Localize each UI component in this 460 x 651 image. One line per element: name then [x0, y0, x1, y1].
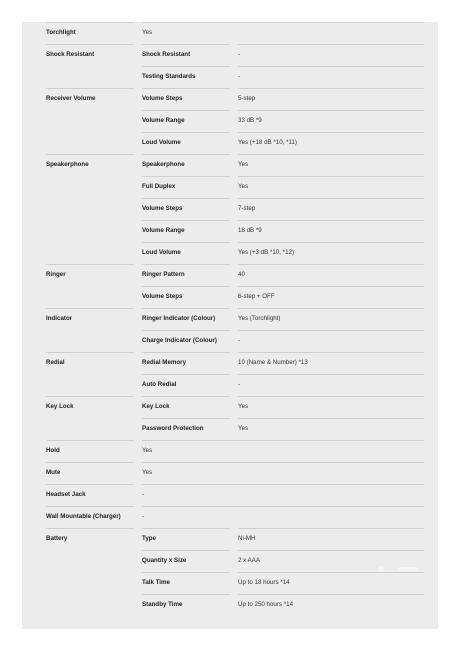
row-divider — [142, 22, 424, 23]
spec-value: 40 — [238, 271, 245, 278]
row-divider — [238, 154, 424, 155]
table-row — [0, 242, 460, 264]
table-row — [0, 154, 460, 176]
row-divider — [142, 440, 424, 441]
spec-attribute: Volume Steps — [142, 205, 183, 212]
spec-attribute: Talk Time — [142, 579, 170, 586]
spec-value: Yes — [142, 29, 153, 36]
spec-attribute: Type — [142, 535, 156, 542]
table-row — [0, 550, 460, 572]
table-row — [0, 198, 460, 220]
row-divider — [238, 550, 424, 551]
table-row — [0, 110, 460, 132]
spec-value: 5-step — [238, 95, 256, 102]
spec-category: Torchlight — [46, 29, 76, 36]
table-row — [0, 484, 460, 506]
spec-attribute: Key Lock — [142, 403, 170, 410]
spec-attribute: Volume Range — [142, 117, 185, 124]
table-row — [0, 572, 460, 594]
table-row — [0, 220, 460, 242]
spec-attribute: Standby Time — [142, 601, 183, 608]
spec-attribute: Volume Steps — [142, 293, 183, 300]
spec-value: - — [238, 381, 241, 388]
spec-attribute: Ringer Pattern — [142, 271, 185, 278]
spec-attribute: Loud Volume — [142, 249, 181, 256]
spec-value: - — [238, 337, 241, 344]
row-divider — [238, 110, 424, 111]
table-row — [0, 418, 460, 440]
row-divider — [142, 506, 424, 507]
spec-value: 2 x AAA — [238, 557, 261, 564]
row-divider — [142, 484, 424, 485]
spec-value: Yes (+3 dB *10, *12) — [238, 249, 295, 256]
spec-value: - — [238, 51, 241, 58]
spec-category: Indicator — [46, 315, 73, 322]
row-divider — [238, 88, 424, 89]
spec-category: Receiver Volume — [46, 95, 96, 102]
spec-attribute: Volume Range — [142, 227, 185, 234]
spec-value: Ni-MH — [238, 535, 256, 542]
spec-attribute: Volume Steps — [142, 95, 183, 102]
spec-category: Hold — [46, 447, 60, 454]
spec-attribute: Quantity x Size — [142, 557, 187, 564]
row-divider — [238, 264, 424, 265]
row-divider — [238, 374, 424, 375]
spec-value: - — [142, 491, 145, 498]
row-divider — [238, 176, 424, 177]
spec-attribute: Shock Resistant — [142, 51, 191, 58]
spec-attribute: Password Protection — [142, 425, 204, 432]
spec-attribute: Ringer Indicator (Colour) — [142, 315, 216, 322]
scroll-bar-indicator — [398, 567, 418, 571]
row-divider — [238, 396, 424, 397]
spec-category: Speakerphone — [46, 161, 89, 168]
table-row — [0, 286, 460, 308]
table-row — [0, 352, 460, 374]
row-divider — [238, 220, 424, 221]
spec-value: Yes — [238, 161, 249, 168]
row-divider — [238, 528, 424, 529]
spec-value: 10 (Name & Number) *13 — [238, 359, 308, 366]
spec-value: Yes (Torchlight) — [238, 315, 281, 322]
table-row — [0, 132, 460, 154]
spec-attribute: Auto Redial — [142, 381, 177, 388]
spec-value: - — [142, 513, 145, 520]
spec-value: Yes — [238, 183, 249, 190]
spec-attribute: Loud Volume — [142, 139, 181, 146]
table-row — [0, 528, 460, 550]
spec-category: Wall Mountable (Charger) — [46, 513, 121, 520]
table-row — [0, 440, 460, 462]
row-divider — [238, 198, 424, 199]
spec-category: Headset Jack — [46, 491, 86, 498]
spec-value: Yes — [142, 469, 153, 476]
spec-category: Redial — [46, 359, 65, 366]
table-row — [0, 176, 460, 198]
spec-value: 18 dB *9 — [238, 227, 262, 234]
spec-category: Mute — [46, 469, 61, 476]
spec-value: Yes — [238, 403, 249, 410]
table-row — [0, 44, 460, 66]
spec-value: Yes — [142, 447, 153, 454]
spec-value: - — [238, 73, 241, 80]
table-row — [0, 330, 460, 352]
table-row — [0, 462, 460, 484]
spec-category: Key Lock — [46, 403, 74, 410]
table-row — [0, 374, 460, 396]
row-divider — [238, 44, 424, 45]
table-row — [0, 22, 460, 44]
spec-category: Shock Resistant — [46, 51, 95, 58]
row-divider — [142, 462, 424, 463]
row-divider — [238, 418, 424, 419]
row-divider — [238, 330, 424, 331]
spec-value: Up to 250 hours *14 — [238, 601, 294, 608]
spec-value: 33 dB *9 — [238, 117, 262, 124]
spec-value: 7-step — [238, 205, 256, 212]
table-row — [0, 594, 460, 616]
spec-category: Battery — [46, 535, 68, 542]
table-row — [0, 396, 460, 418]
scroll-dot-indicator — [378, 566, 384, 572]
spec-value: 6-step + OFF — [238, 293, 275, 300]
spec-attribute: Charge Indicator (Colour) — [142, 337, 217, 344]
spec-attribute: Speakerphone — [142, 161, 185, 168]
row-divider — [238, 66, 424, 67]
table-row — [0, 66, 460, 88]
spec-category: Ringer — [46, 271, 66, 278]
table-row — [0, 308, 460, 330]
spec-value: Up to 18 hours *14 — [238, 579, 290, 586]
spec-attribute: Testing Standards — [142, 73, 196, 80]
spec-value: Yes — [238, 425, 249, 432]
table-row — [0, 264, 460, 286]
table-row — [0, 506, 460, 528]
spec-attribute: Full Duplex — [142, 183, 176, 190]
table-row — [0, 88, 460, 110]
spec-attribute: Redial Memory — [142, 359, 187, 366]
spec-value: Yes (+18 dB *10, *11) — [238, 139, 297, 146]
